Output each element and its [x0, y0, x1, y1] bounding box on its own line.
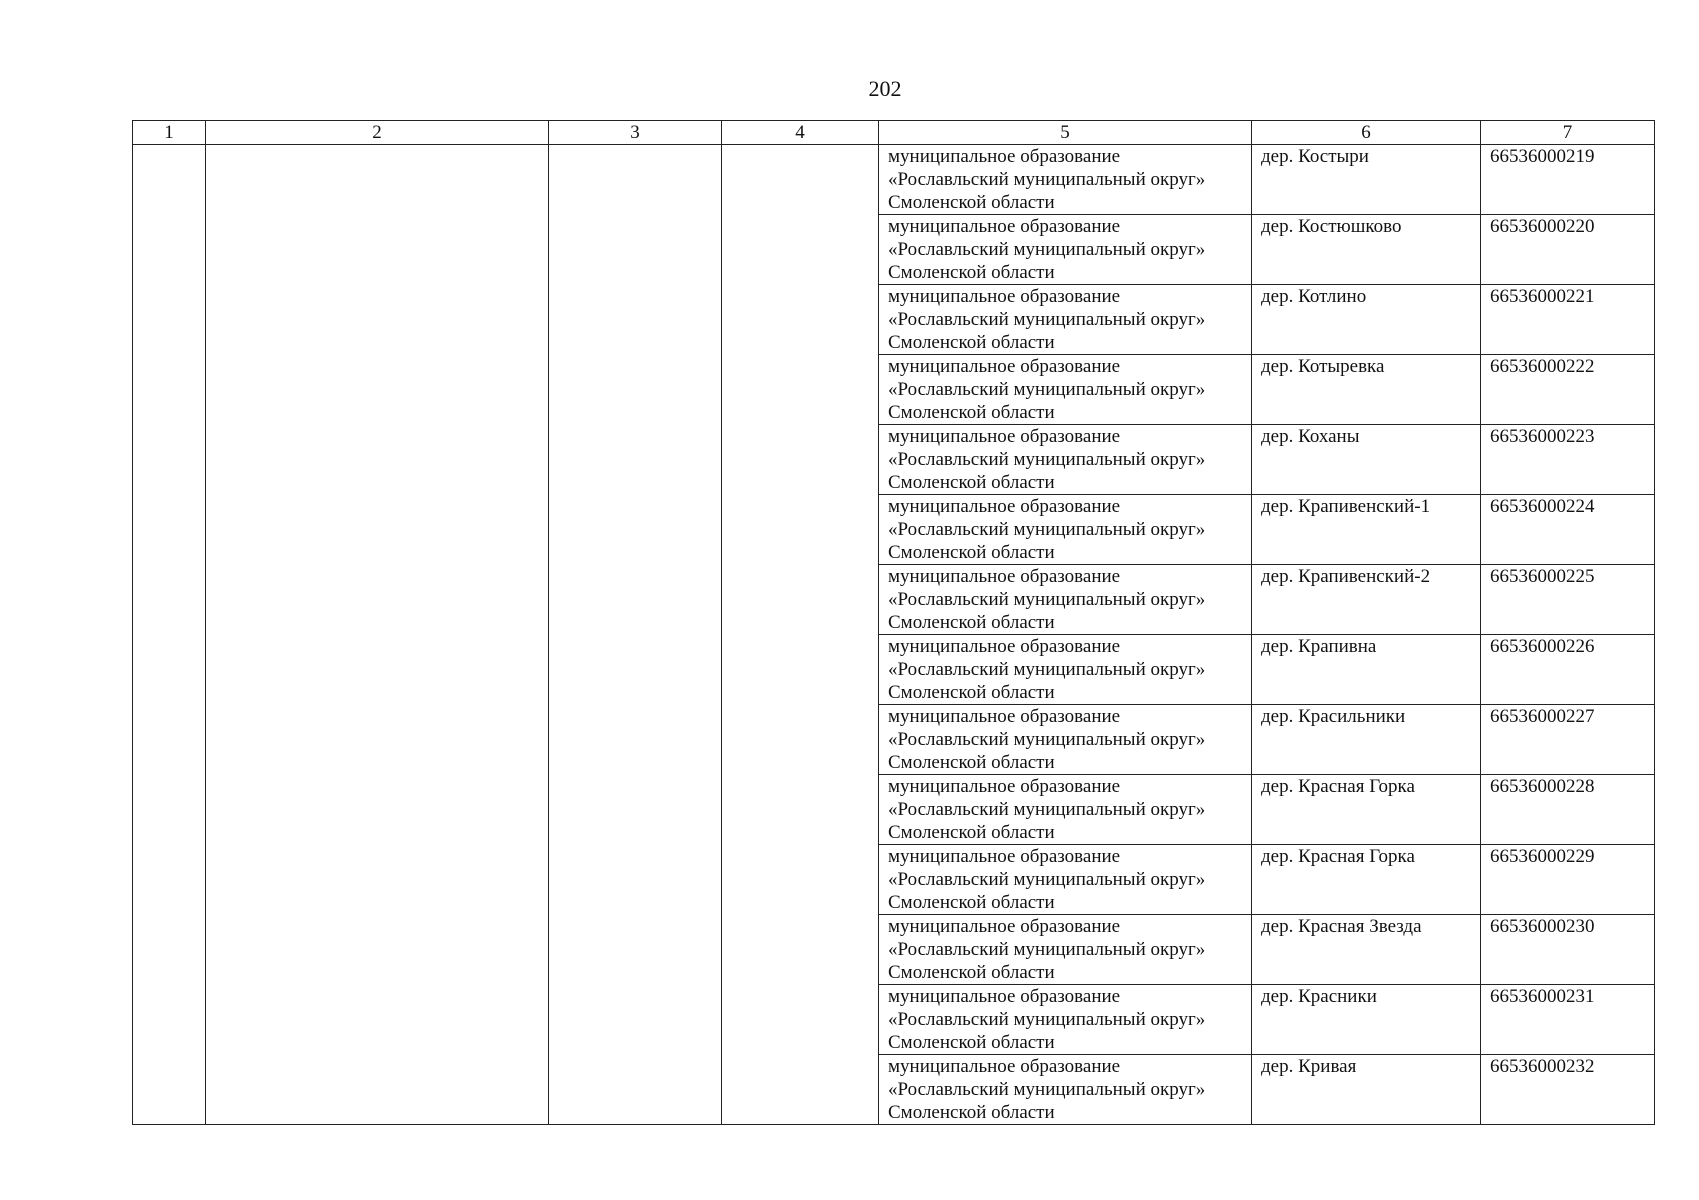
municipality-cell — [879, 425, 1252, 495]
municipality-line: муниципальное образование — [888, 636, 1121, 657]
municipality-line: «Рославльский муниципальный округ» — [888, 589, 1206, 610]
settlement-cell: дер. Крапивенский-2 — [1252, 565, 1481, 635]
municipality-line: «Рославльский муниципальный округ» — [888, 239, 1206, 260]
municipality-line: Смоленской области — [888, 962, 1055, 983]
settlement-cell: дер. Костыри — [1252, 145, 1481, 215]
settlement-cell: дер. Красники — [1252, 985, 1481, 1055]
municipality-cell — [879, 845, 1252, 915]
municipality-line: Смоленской области — [888, 402, 1055, 423]
municipality-line: Смоленской области — [888, 822, 1055, 843]
registry-table — [132, 120, 1655, 1125]
municipality-line: Смоленской области — [888, 1032, 1055, 1053]
municipality-line: муниципальное образование — [888, 426, 1121, 447]
column-header-2: 2 — [206, 121, 549, 145]
settlement-cell: дер. Красная Звезда — [1252, 915, 1481, 985]
municipality-line: Смоленской области — [888, 682, 1055, 703]
municipality-line: «Рославльский муниципальный округ» — [888, 519, 1206, 540]
column-header-7: 7 — [1481, 121, 1655, 145]
municipality-line: муниципальное образование — [888, 566, 1121, 587]
page-number: 202 — [868, 76, 902, 101]
municipality-line: Смоленской области — [888, 192, 1055, 213]
oktmo-code-cell: 66536000222 — [1481, 355, 1655, 425]
column-header-5: 5 — [879, 121, 1252, 145]
column-1-cell — [133, 145, 206, 1125]
municipality-line: муниципальное образование — [888, 146, 1121, 167]
municipality-line: «Рославльский муниципальный округ» — [888, 449, 1206, 470]
municipality-line: Смоленской области — [888, 892, 1055, 913]
municipality-line: «Рославльский муниципальный округ» — [888, 309, 1206, 330]
municipality-line: муниципальное образование — [888, 356, 1121, 377]
oktmo-code-cell: 66536000227 — [1481, 705, 1655, 775]
municipality-line: муниципальное образование — [888, 286, 1121, 307]
oktmo-code-cell: 66536000225 — [1481, 565, 1655, 635]
municipality-cell — [879, 145, 1252, 215]
municipality-cell — [879, 775, 1252, 845]
municipality-line: муниципальное образование — [888, 986, 1121, 1007]
column-2-cell — [206, 145, 549, 1125]
oktmo-code-cell: 66536000230 — [1481, 915, 1655, 985]
municipality-line: «Рославльский муниципальный округ» — [888, 379, 1206, 400]
municipality-cell — [879, 215, 1252, 285]
municipality-line: муниципальное образование — [888, 776, 1121, 797]
municipality-line: муниципальное образование — [888, 496, 1121, 517]
municipality-line: Смоленской области — [888, 472, 1055, 493]
municipality-cell — [879, 285, 1252, 355]
settlement-cell: дер. Костюшково — [1252, 215, 1481, 285]
municipality-line: «Рославльский муниципальный округ» — [888, 1009, 1206, 1030]
oktmo-code-cell: 66536000224 — [1481, 495, 1655, 565]
settlement-cell: дер. Котыревка — [1252, 355, 1481, 425]
oktmo-code-cell: 66536000221 — [1481, 285, 1655, 355]
oktmo-code-cell: 66536000231 — [1481, 985, 1655, 1055]
column-3-cell — [549, 145, 722, 1125]
column-header-3: 3 — [549, 121, 722, 145]
municipality-line: муниципальное образование — [888, 846, 1121, 867]
municipality-line: Смоленской области — [888, 332, 1055, 353]
settlement-cell: дер. Коханы — [1252, 425, 1481, 495]
column-header-4: 4 — [722, 121, 879, 145]
column-header-1: 1 — [133, 121, 206, 145]
oktmo-code-cell: 66536000232 — [1481, 1055, 1655, 1125]
municipality-line: муниципальное образование — [888, 706, 1121, 727]
municipality-cell — [879, 985, 1252, 1055]
municipality-line: муниципальное образование — [888, 916, 1121, 937]
municipality-cell — [879, 495, 1252, 565]
municipality-cell — [879, 1055, 1252, 1125]
settlement-cell: дер. Красная Горка — [1252, 845, 1481, 915]
municipality-line: «Рославльский муниципальный округ» — [888, 729, 1206, 750]
oktmo-code-cell: 66536000219 — [1481, 145, 1655, 215]
municipality-cell — [879, 565, 1252, 635]
table-header — [133, 121, 1655, 145]
municipality-cell — [879, 705, 1252, 775]
municipality-cell — [879, 635, 1252, 705]
oktmo-code-cell: 66536000220 — [1481, 215, 1655, 285]
municipality-line: «Рославльский муниципальный округ» — [888, 659, 1206, 680]
municipality-cell — [879, 915, 1252, 985]
column-4-cell — [722, 145, 879, 1125]
municipality-line: Смоленской области — [888, 612, 1055, 633]
settlement-cell: дер. Кривая — [1252, 1055, 1481, 1125]
settlement-cell: дер. Крапивенский-1 — [1252, 495, 1481, 565]
settlement-cell: дер. Красильники — [1252, 705, 1481, 775]
municipality-line: «Рославльский муниципальный округ» — [888, 169, 1206, 190]
oktmo-code-cell: 66536000229 — [1481, 845, 1655, 915]
settlement-cell: дер. Котлино — [1252, 285, 1481, 355]
table-row — [133, 145, 1655, 215]
municipality-cell — [879, 355, 1252, 425]
oktmo-code-cell: 66536000226 — [1481, 635, 1655, 705]
settlement-cell: дер. Крапивна — [1252, 635, 1481, 705]
municipality-line: «Рославльский муниципальный округ» — [888, 799, 1206, 820]
municipality-line: «Рославльский муниципальный округ» — [888, 939, 1206, 960]
municipality-line: муниципальное образование — [888, 1056, 1121, 1077]
column-header-6: 6 — [1252, 121, 1481, 145]
municipality-line: Смоленской области — [888, 262, 1055, 283]
municipality-line: Смоленской области — [888, 1102, 1055, 1123]
municipality-line: Смоленской области — [888, 542, 1055, 563]
municipality-line: муниципальное образование — [888, 216, 1121, 237]
municipality-line: «Рославльский муниципальный округ» — [888, 1079, 1206, 1100]
column-number-row — [133, 121, 1655, 145]
oktmo-code-cell: 66536000228 — [1481, 775, 1655, 845]
oktmo-code-cell: 66536000223 — [1481, 425, 1655, 495]
table-body — [133, 145, 1655, 1125]
settlement-cell: дер. Красная Горка — [1252, 775, 1481, 845]
municipality-line: Смоленской области — [888, 752, 1055, 773]
municipality-line: «Рославльский муниципальный округ» — [888, 869, 1206, 890]
